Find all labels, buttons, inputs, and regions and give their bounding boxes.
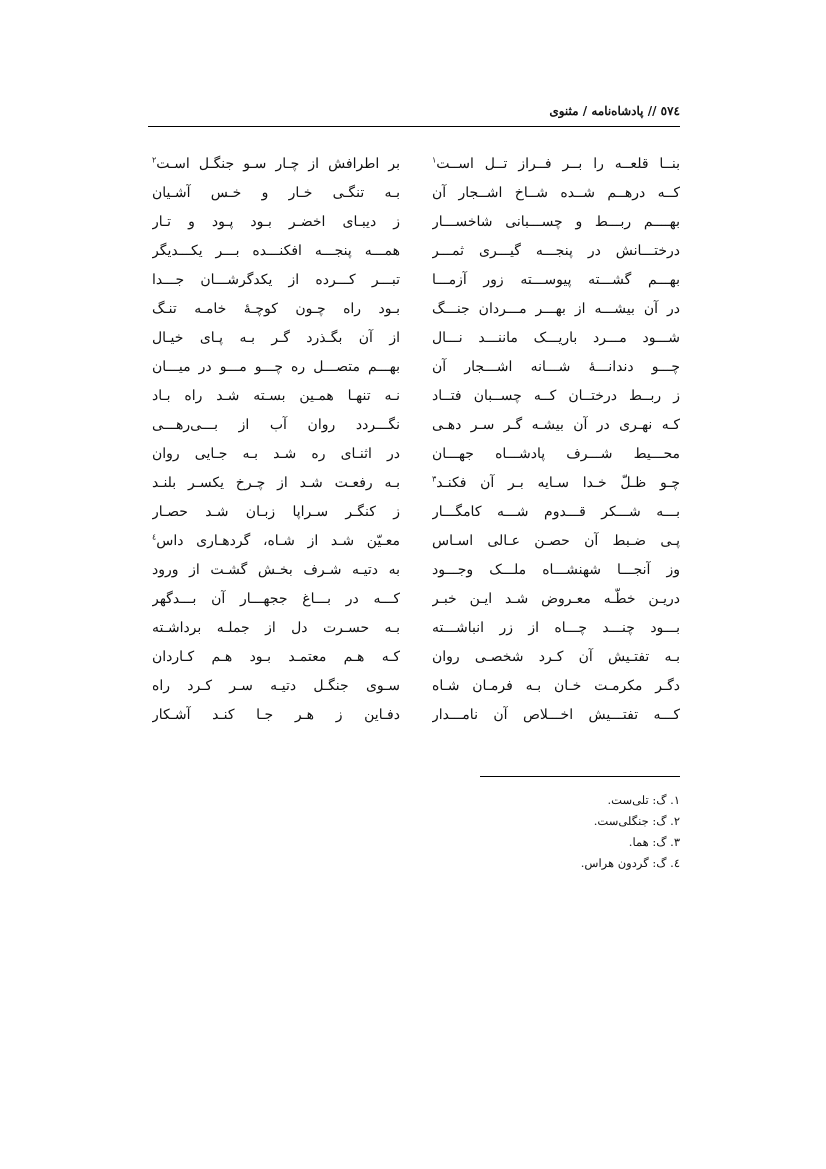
verse-line: بهـــم متصـــل ره چـــو مـــو در میـــان bbox=[152, 359, 400, 375]
verse-line: چـو ظـلّ خـدا سـایه بـر آن فکنـد$^۳$ bbox=[432, 474, 680, 491]
verse-line: بهــــم ربـــط و چســـبانی شاخســـار bbox=[432, 214, 680, 230]
verse-line: ز کنگـر سـراپا زبـان شـد حصـار bbox=[152, 504, 400, 520]
verse-line: چـــو دندانـــۀ شـــانه اشـــجار آن bbox=[432, 359, 680, 375]
footnote: ٢. گ: جنگلی‌ست. bbox=[593, 814, 680, 828]
footnote: ٣. گ: هما. bbox=[628, 835, 680, 849]
verse-line: بـه تفتـیش آن کـرد شخصـی روان bbox=[432, 649, 680, 665]
verse-line: کـــه در بـــاغ ججهـــار آن بـــدگهر bbox=[152, 591, 400, 607]
verse-line: ز دیبـای اخضـر بـود پـود و تـار bbox=[152, 214, 400, 230]
verse-line: ز ربــط درختــان کــه چســبان فتــاد bbox=[432, 388, 680, 404]
verse-line: محـــیط شـــرف پادشـــاه جهـــان bbox=[432, 446, 680, 462]
verse-line: کـه نهـری در آن بیشـه گـر سـر دهـی bbox=[432, 417, 680, 433]
verse-line: بر اطرافش از چـار سـو جنگـل اسـت$^۲$ bbox=[152, 155, 400, 172]
verse-line: معـیّن شـد از شـاه، گردهـاری داس$^٤$ bbox=[152, 532, 400, 549]
verse-line: نگـــردد روان آب از بـــی‌رهـــی bbox=[152, 417, 400, 433]
verse-line: کــه درهــم شــده شــاخ اشــجار آن bbox=[432, 185, 680, 201]
verse-line: تبـــر کـــرده از یکدگرشـــان جـــدا bbox=[152, 272, 400, 288]
verse-column-right bbox=[432, 150, 680, 730]
footnotes bbox=[480, 790, 680, 874]
verse-line: به دتیـه شـرف بخـش گشـت از ورود bbox=[152, 562, 400, 578]
verse-line: پـی ضـبط آن حصـن عـالی اسـاس bbox=[432, 533, 680, 549]
verse-line: بـود راه چـون کوچـۀ خامـه تنـگ bbox=[152, 301, 400, 317]
footnote-rule bbox=[480, 776, 680, 777]
verse-line: بـه تنگـی خـار و خـس آشـیان bbox=[152, 185, 400, 201]
footnote-ref: ۲ bbox=[152, 155, 157, 165]
verse-line: دفـاین ز هـر جـا کنـد آشـکار bbox=[152, 707, 400, 723]
footnote-ref: ۳ bbox=[432, 474, 437, 484]
verse-line: کـــه تفتـــیش اخـــلاص آن نامـــدار bbox=[432, 707, 680, 723]
header-rule bbox=[148, 126, 680, 127]
verse-line: درختـــانش در پنجـــه گیـــری ثمـــر bbox=[432, 243, 680, 259]
verse-line: همـــه پنجـــه افکنـــده بـــر یکـــدیگر bbox=[152, 243, 400, 259]
verse-line: بنــا قلعــه را بــر فــراز تــل اســت$^۱$ bbox=[432, 155, 680, 172]
verse-line: نـه تنهـا همـین بسـته شـد راه بـاد bbox=[152, 388, 400, 404]
running-head: ٥٧٤ // پادشاه‌نامه / مثنوی bbox=[549, 104, 680, 118]
verse-line: دریـن خطّـه معـروض شـد ایـن خبـر bbox=[432, 591, 680, 607]
footnote-ref: ٤ bbox=[152, 532, 157, 542]
verse-line: شـــود مـــرد باریـــک ماننـــد نـــال bbox=[432, 330, 680, 346]
verse-line: بـه حسـرت دل از جملـه برداشـته bbox=[152, 620, 400, 636]
verse-line: کـه هـم معتمـد بـود هـم کـاردان bbox=[152, 649, 400, 665]
verse-line: بـــود چنـــد چـــاه از زر انباشـــته bbox=[432, 620, 680, 636]
verse-line: بـــه شـــکر قـــدوم شـــه کامگـــار bbox=[432, 504, 680, 520]
verse-line: بهـــم گشـــته پیوســـته زور آزمـــا bbox=[432, 272, 680, 288]
verse-column-left bbox=[152, 150, 400, 730]
verse-line: وز آنجـــا شهنشـــاه ملـــک وجـــود bbox=[432, 562, 680, 578]
verse-line: بـه رفعـت شـد از چـرخ یکسـر بلنـد bbox=[152, 475, 400, 491]
footnote-ref: ۱ bbox=[432, 155, 437, 165]
verse-line: دگـر مکرمـت خـان بـه فرمـان شـاه bbox=[432, 678, 680, 694]
footnote: ٤. گ: گردون هراس. bbox=[580, 856, 680, 870]
footnote: ١. گ: تلی‌ست. bbox=[607, 793, 680, 807]
verse-line: سـوی جنگـل دتیـه سـر کـرد راه bbox=[152, 678, 400, 694]
verse-line: در اثنـای ره شـد بـه جـایی روان bbox=[152, 446, 400, 462]
verse-line: از آن بگـذرد گـر بـه پـای خیـال bbox=[152, 330, 400, 346]
verse-line: در آن بیشـــه از بهـــر مـــردان جنـــگ bbox=[432, 301, 680, 317]
